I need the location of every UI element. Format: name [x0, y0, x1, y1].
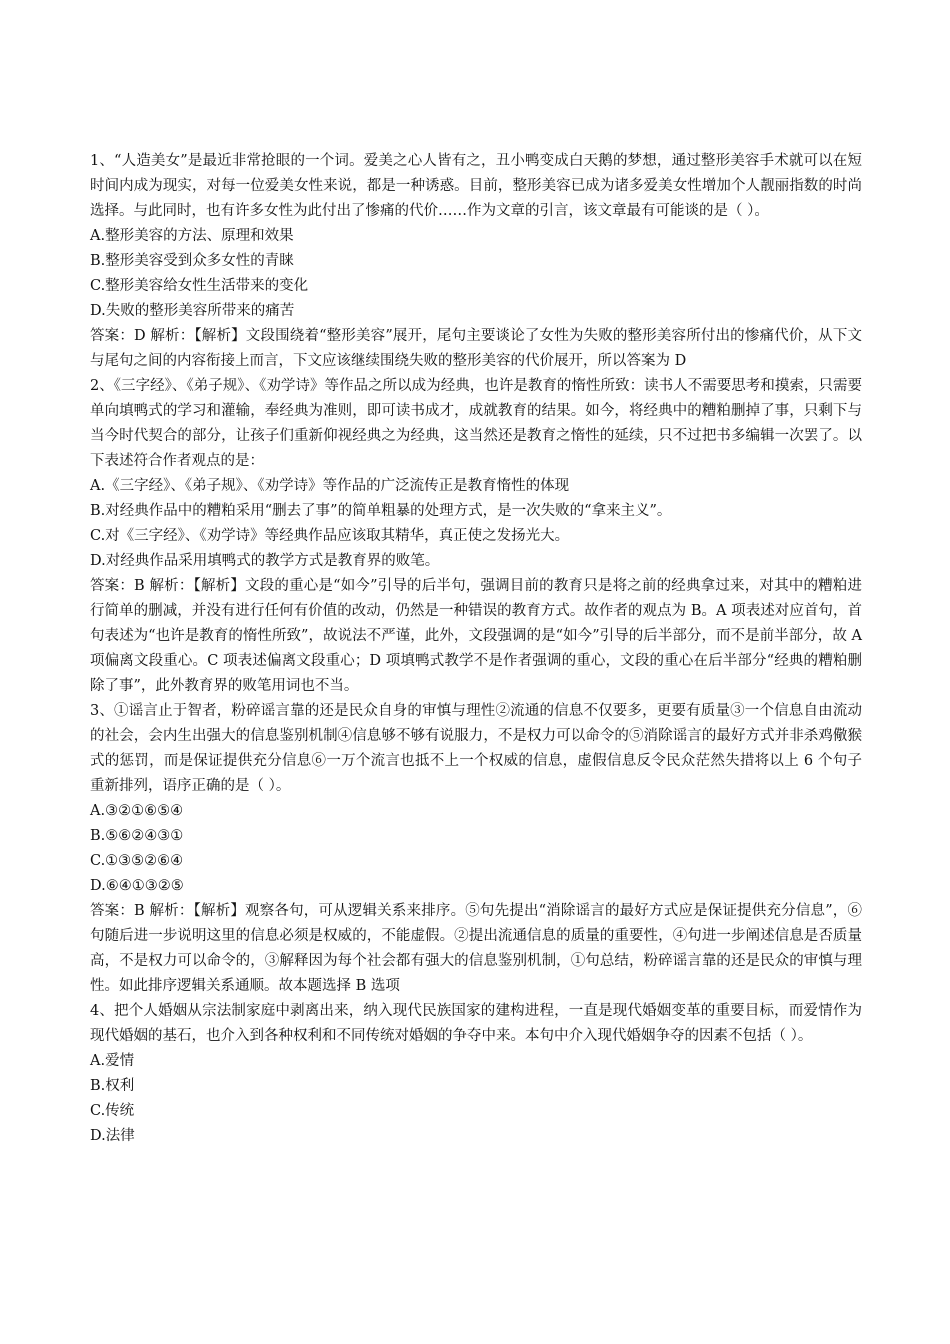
option-b: B.⑤⑥②④③①	[90, 828, 184, 844]
question-stem: 4、把个人婚姻从宗法制家庭中剥离出来，纳入现代民族国家的建构进程，一直是现代婚姻变革的重要目标，而爱情作为现代婚姻的基石，也介入到各种权利和不同传统对婚姻的争夺中来。本句中介入现代婚姻争夺的因素不包括（ ）。	[90, 1003, 862, 1044]
option-b: B.权利	[90, 1078, 135, 1094]
option-b: B.对经典作品中的糟粕采用“删去了事”的简单粗暴的处理方式，是一次失败的“拿来主义”。	[90, 503, 672, 519]
option-d: D.⑥④①③②⑤	[90, 878, 184, 894]
question-stem: 1、“人造美女”是最近非常抢眼的一个词。爱美之心人皆有之，丑小鸭变成白天鹅的梦想，通过整形美容手术就可以在短时间内成为现实，对每一位爱美女性来说，都是一种诱惑。目前，整形美容已成为诸多爱美女性增加个人靓丽指数的时尚选择。与此同时，也有许多女性为此付出了惨痛的代价……作为文章的引言，该文章最有可能谈的是（ ）。	[90, 153, 862, 219]
answer-explanation: 答案：B 解析：【解析】文段的重心是“如今”引导的后半句，强调目前的教育只是将之前的经典拿过来，对其中的糟粕进行简单的删减，并没有进行任何有价值的改动，仍然是一种错误的教育方式。故作者的观点为 B。A 项表述对应首句，首句表述为“也许是教育的惰性所致”，故说法不严谨，此外，文段强调的是“如今”引导的后半部分，而不是前半部分，故 A 项偏离文段重心。C 项表述偏离文段重心；D 项填鸭式教学不是作者强调的重心，文段的重心在后半部分“经典的糟粕删除了事”，此外教育界的败笔用词也不当。	[90, 578, 862, 694]
option-d: D.失败的整形美容所带来的痛苦	[90, 303, 295, 319]
option-b: B.整形美容受到众多女性的青睐	[90, 253, 294, 269]
option-a: A.《三字经》、《弟子规》、《劝学诗》等作品的广泛流传正是教育惰性的体现	[90, 478, 570, 494]
answer-explanation: 答案：B 解析：【解析】观察各句，可从逻辑关系来排序。⑤句先提出“消除谣言的最好方式应是保证提供充分信息”，⑥句随后进一步说明这里的信息必须是权威的，不能虚假。②提出流通信息的质量的重要性，④句进一步阐述信息是否质量高，不是权力可以命令的，③解释因为每个社会都有强大的信息鉴别机制，①句总结，粉碎谣言靠的还是民众的审慎与理性。如此排序逻辑关系通顺。故本题选择 B 选项	[90, 903, 862, 994]
option-c: C.传统	[90, 1103, 135, 1119]
option-d: D.对经典作品采用填鸭式的教学方式是教育界的败笔。	[90, 553, 440, 569]
question-4	[90, 999, 862, 1149]
option-c: C.整形美容给女性生活带来的变化	[90, 278, 309, 294]
option-a: A.整形美容的方法、原理和效果	[90, 228, 294, 244]
option-a: A.爱情	[90, 1053, 135, 1069]
option-c: C.对《三字经》、《劝学诗》等经典作品应该取其精华，真正使之发扬光大。	[90, 528, 570, 544]
answer-explanation: 答案：D 解析：【解析】文段围绕着“整形美容”展开，尾句主要谈论了女性为失败的整形美容所付出的惨痛代价，从下文与尾句之间的内容衔接上而言，下文应该继续围绕失败的整形美容的代价展开，所以答案为 D	[90, 328, 862, 369]
option-d: D.法律	[90, 1128, 135, 1144]
question-2	[90, 374, 862, 699]
question-1	[90, 149, 862, 374]
option-c: C.①③⑤②⑥④	[90, 853, 184, 869]
document-page	[90, 149, 862, 1149]
question-stem: 3、①谣言止于智者，粉碎谣言靠的还是民众自身的审慎与理性②流通的信息不仅要多，更要有质量③一个信息自由流动的社会，会内生出强大的信息鉴别机制④信息够不够有说服力，不是权力可以命令的⑤消除谣言的最好方式并非杀鸡儆猴式的惩罚，而是保证提供充分信息⑥一万个流言也抵不上一个权威的信息，虚假信息反令民众茫然失措将以上 6 个句子重新排列，语序正确的是（ ）。	[90, 703, 862, 794]
question-3	[90, 699, 862, 999]
question-stem: 2、《三字经》、《弟子规》、《劝学诗》等作品之所以成为经典，也许是教育的惰性所致：读书人不需要思考和摸索，只需要单向填鸭式的学习和灌输，奉经典为准则，即可读书成才，成就教育的结果。如今，将经典中的糟粕删掉了事，只剩下与当今时代契合的部分，让孩子们重新仰视经典之为经典，这当然还是教育之惰性的延续，只不过把书多编辑一次罢了。以下表述符合作者观点的是：	[90, 378, 862, 469]
option-a: A.③②①⑥⑤④	[90, 803, 184, 819]
